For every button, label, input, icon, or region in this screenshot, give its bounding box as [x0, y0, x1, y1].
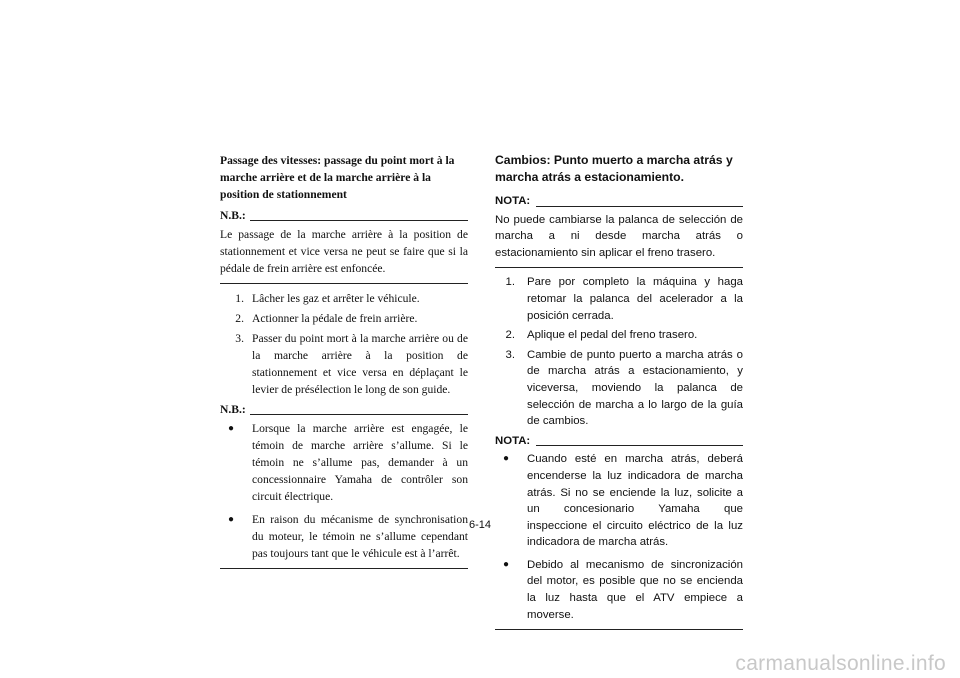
list-item — [495, 274, 743, 324]
french-note1-header — [220, 207, 468, 224]
bullet-icon: ● — [228, 514, 235, 525]
divider — [495, 267, 743, 268]
note-rule — [250, 220, 468, 221]
list-item — [220, 290, 468, 307]
step-number: 3. — [505, 348, 515, 361]
step-text: Passer du point mort à la marche arrière ou de la marche arrière à la position de stationnement et vice versa en déplaçant le levier de présélection le long de son guide. — [252, 332, 468, 396]
list-item — [220, 310, 468, 327]
french-column — [220, 152, 468, 575]
note-rule — [250, 414, 468, 415]
step-number: 1. — [235, 292, 244, 305]
list-item — [220, 330, 468, 398]
bullet-text: En raison du mécanisme de synchronisation du moteur, le témoin ne s’allume cependant pas toujours tant que le véhicule est à l’arrêt. — [252, 513, 468, 560]
note-rule — [536, 206, 743, 207]
french-note1-text: Le passage de la marche arrière à la position de stationnement et vice versa ne peut se faire que si la pédale de frein arrière est enfoncée. — [220, 228, 468, 275]
french-steps — [220, 290, 468, 398]
spanish-note1-header — [495, 193, 743, 210]
step-text: Aplique el pedal del freno trasero. — [527, 329, 698, 342]
bullet-icon: ● — [228, 423, 235, 434]
spanish-note2-label: NOTA: — [495, 434, 531, 447]
list-item — [495, 557, 743, 623]
watermark: carmanualsonline.info — [735, 652, 946, 675]
divider — [220, 568, 468, 569]
step-text: Pare por completo la máquina y haga retomar la palanca del acelerador a la posición cerrada. — [527, 276, 743, 322]
spanish-column — [495, 152, 743, 636]
divider — [220, 283, 468, 284]
bullet-icon: ● — [503, 558, 510, 570]
spanish-heading: Cambios: Punto muerto a marcha atrás y marcha atrás a estacionamiento. — [495, 153, 733, 184]
bullet-text: Debido al mecanismo de sincronización del motor, es posible que no se encienda la luz hasta que el ATV empiece a moverse. — [527, 558, 743, 621]
list-item — [495, 451, 743, 551]
note-rule — [536, 445, 743, 446]
page-number: 6-14 — [468, 519, 492, 531]
spanish-note2-header — [495, 433, 743, 450]
french-heading: Passage des vitesses: passage du point mort à la marche arrière et de la marche arrière à la position de stationnement — [220, 154, 455, 201]
step-number: 2. — [235, 312, 244, 325]
french-bullets — [220, 420, 468, 562]
step-number: 3. — [235, 332, 244, 345]
list-item — [220, 420, 468, 505]
spanish-steps — [495, 274, 743, 429]
step-text: Actionner la pédale de frein arrière. — [252, 312, 418, 325]
bullet-icon: ● — [503, 453, 510, 465]
spanish-note1-label: NOTA: — [495, 195, 531, 207]
step-text: Cambie de punto puerto a marcha atrás o de marcha atrás a estacionamiento, y viceversa, moviendo la palanca de selección de marcha a lo largo de la guía de cambios. — [527, 348, 743, 428]
french-note2-label: N.B.: — [220, 403, 246, 416]
list-item — [495, 327, 743, 344]
list-item — [495, 347, 743, 430]
french-note2-header — [220, 401, 468, 418]
step-text: Lâcher les gaz et arrêter le véhicule. — [252, 292, 420, 305]
step-number: 1. — [505, 276, 515, 289]
spanish-note1-text: No puede cambiarse la palanca de selección de marcha a ni desde marcha atrás o estacionamiento sin aplicar el freno trasero. — [495, 213, 743, 259]
bullet-text: Cuando esté en marcha atrás, deberá encenderse la luz indicadora de marcha atrás. Si no se enciende la luz, solicite a un concesionario Yamaha que inspeccione el circuito eléctrico de la luz indicadora de marcha atrás. — [527, 453, 743, 549]
french-note1-label: N.B.: — [220, 209, 246, 222]
step-number: 2. — [505, 329, 515, 342]
spanish-bullets — [495, 451, 743, 623]
divider — [495, 629, 743, 630]
bullet-text: Lorsque la marche arrière est engagée, le témoin de marche arrière s’allume. Si le témoin ne s’allume pas, demander à un concessionnaire Yamaha de contrôler son circuit électrique. — [252, 422, 468, 503]
